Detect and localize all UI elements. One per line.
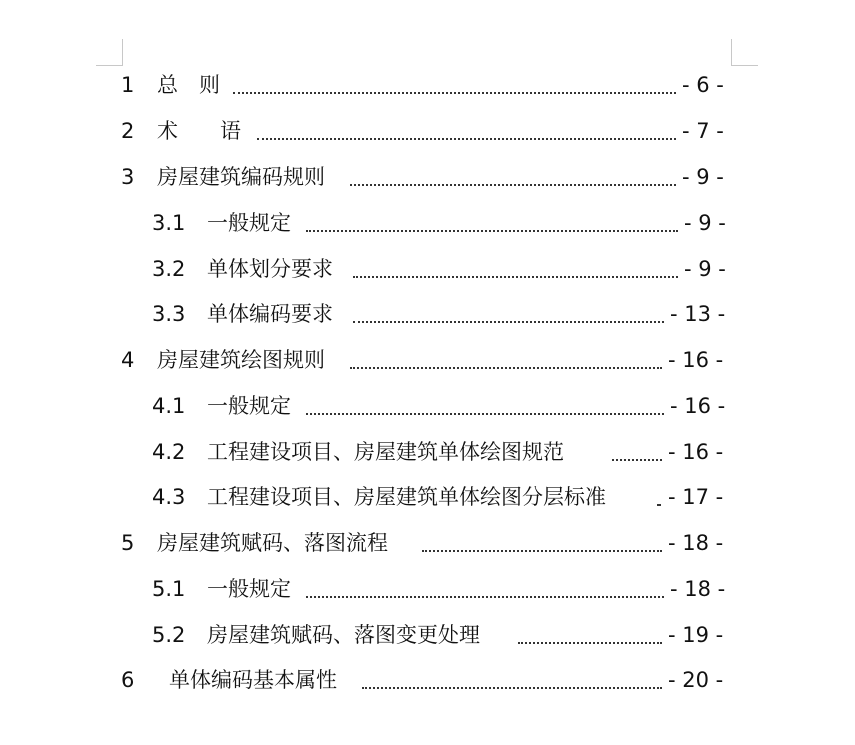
toc-entry[interactable] xyxy=(0,298,855,330)
toc-entry-title: 房屋建筑赋码、落图变更处理 xyxy=(207,623,480,647)
toc-page-number: - 16 - xyxy=(670,394,726,418)
toc-entry-title: 一般规定 xyxy=(207,394,291,418)
toc-entry[interactable] xyxy=(0,207,855,239)
toc-page-number: - 13 - xyxy=(670,302,726,326)
toc-page-number: - 18 - xyxy=(670,577,726,601)
toc-entry[interactable] xyxy=(0,527,855,559)
toc-entry[interactable] xyxy=(0,664,855,696)
toc-entry-number: 2 xyxy=(121,119,135,143)
toc-entry-title: 工程建设项目、房屋建筑单体绘图规范 xyxy=(207,440,564,464)
toc-dot-leader xyxy=(233,92,676,94)
toc-dot-leader xyxy=(306,230,678,232)
toc-entry-title: 单体划分要求 xyxy=(207,257,333,281)
toc-entry-number: 3 xyxy=(121,165,135,189)
toc-dot-leader xyxy=(353,321,664,323)
toc-entry-number: 6 xyxy=(121,668,135,692)
toc-entry-number: 5.1 xyxy=(152,577,186,601)
toc-page-number: - 16 - xyxy=(668,348,724,372)
toc-page-number: - 17 - xyxy=(668,485,724,509)
toc-entry[interactable] xyxy=(0,619,855,651)
toc-entry[interactable] xyxy=(0,161,855,193)
toc-entry-number: 4.2 xyxy=(152,440,186,464)
page-corner-mark-top-left xyxy=(96,39,123,66)
toc-entry-title: 单体编码基本属性 xyxy=(169,668,337,692)
toc-dot-leader xyxy=(257,138,676,140)
toc-entry[interactable] xyxy=(0,481,855,513)
toc-entry-number: 3.1 xyxy=(152,211,186,235)
toc-dot-leader xyxy=(422,550,662,552)
toc-entry-number: 5.2 xyxy=(152,623,186,647)
toc-page-number: - 9 - xyxy=(684,211,726,235)
toc-entry-title: 术 语 xyxy=(157,119,241,143)
toc-page-number: - 7 - xyxy=(682,119,724,143)
toc-dot-leader xyxy=(306,413,664,415)
toc-entry[interactable] xyxy=(0,573,855,605)
toc-dot-leader xyxy=(306,596,664,598)
toc-dot-leader xyxy=(518,642,662,644)
toc-dot-leader xyxy=(350,184,676,186)
toc-entry[interactable] xyxy=(0,253,855,285)
toc-dot-leader xyxy=(657,504,661,506)
toc-page-number: - 19 - xyxy=(668,623,724,647)
toc-page-number: - 20 - xyxy=(668,668,724,692)
toc-entry-number: 3.3 xyxy=(152,302,186,326)
toc-page-number: - 9 - xyxy=(684,257,726,281)
toc-entry[interactable] xyxy=(0,390,855,422)
toc-page-number: - 18 - xyxy=(668,531,724,555)
toc-entry[interactable] xyxy=(0,115,855,147)
toc-entry-number: 4 xyxy=(121,348,135,372)
toc-entry-title: 工程建设项目、房屋建筑单体绘图分层标准 xyxy=(207,485,606,509)
toc-entry-number: 5 xyxy=(121,531,135,555)
toc-dot-leader xyxy=(353,276,678,278)
toc-entry[interactable] xyxy=(0,436,855,468)
toc-entry[interactable] xyxy=(0,69,855,101)
toc-dot-leader xyxy=(612,459,662,461)
toc-entry-title: 单体编码要求 xyxy=(207,302,333,326)
toc-entry-number: 4.3 xyxy=(152,485,186,509)
toc-entry-title: 房屋建筑编码规则 xyxy=(157,165,325,189)
toc-entry-number: 4.1 xyxy=(152,394,186,418)
page-corner-mark-top-right xyxy=(731,39,758,66)
toc-dot-leader xyxy=(362,687,662,689)
toc-entry-title: 房屋建筑绘图规则 xyxy=(157,348,325,372)
toc-page-number: - 16 - xyxy=(668,440,724,464)
toc-page-number: - 9 - xyxy=(682,165,724,189)
toc-entry-title: 总 则 xyxy=(157,73,220,97)
toc-entry-number: 1 xyxy=(121,73,135,97)
toc-entry-title: 房屋建筑赋码、落图流程 xyxy=(157,531,388,555)
toc-entry-number: 3.2 xyxy=(152,257,186,281)
toc-entry-title: 一般规定 xyxy=(207,211,291,235)
toc-entry-title: 一般规定 xyxy=(207,577,291,601)
toc-page-number: - 6 - xyxy=(682,73,724,97)
toc-dot-leader xyxy=(350,367,662,369)
toc-entry[interactable] xyxy=(0,344,855,376)
